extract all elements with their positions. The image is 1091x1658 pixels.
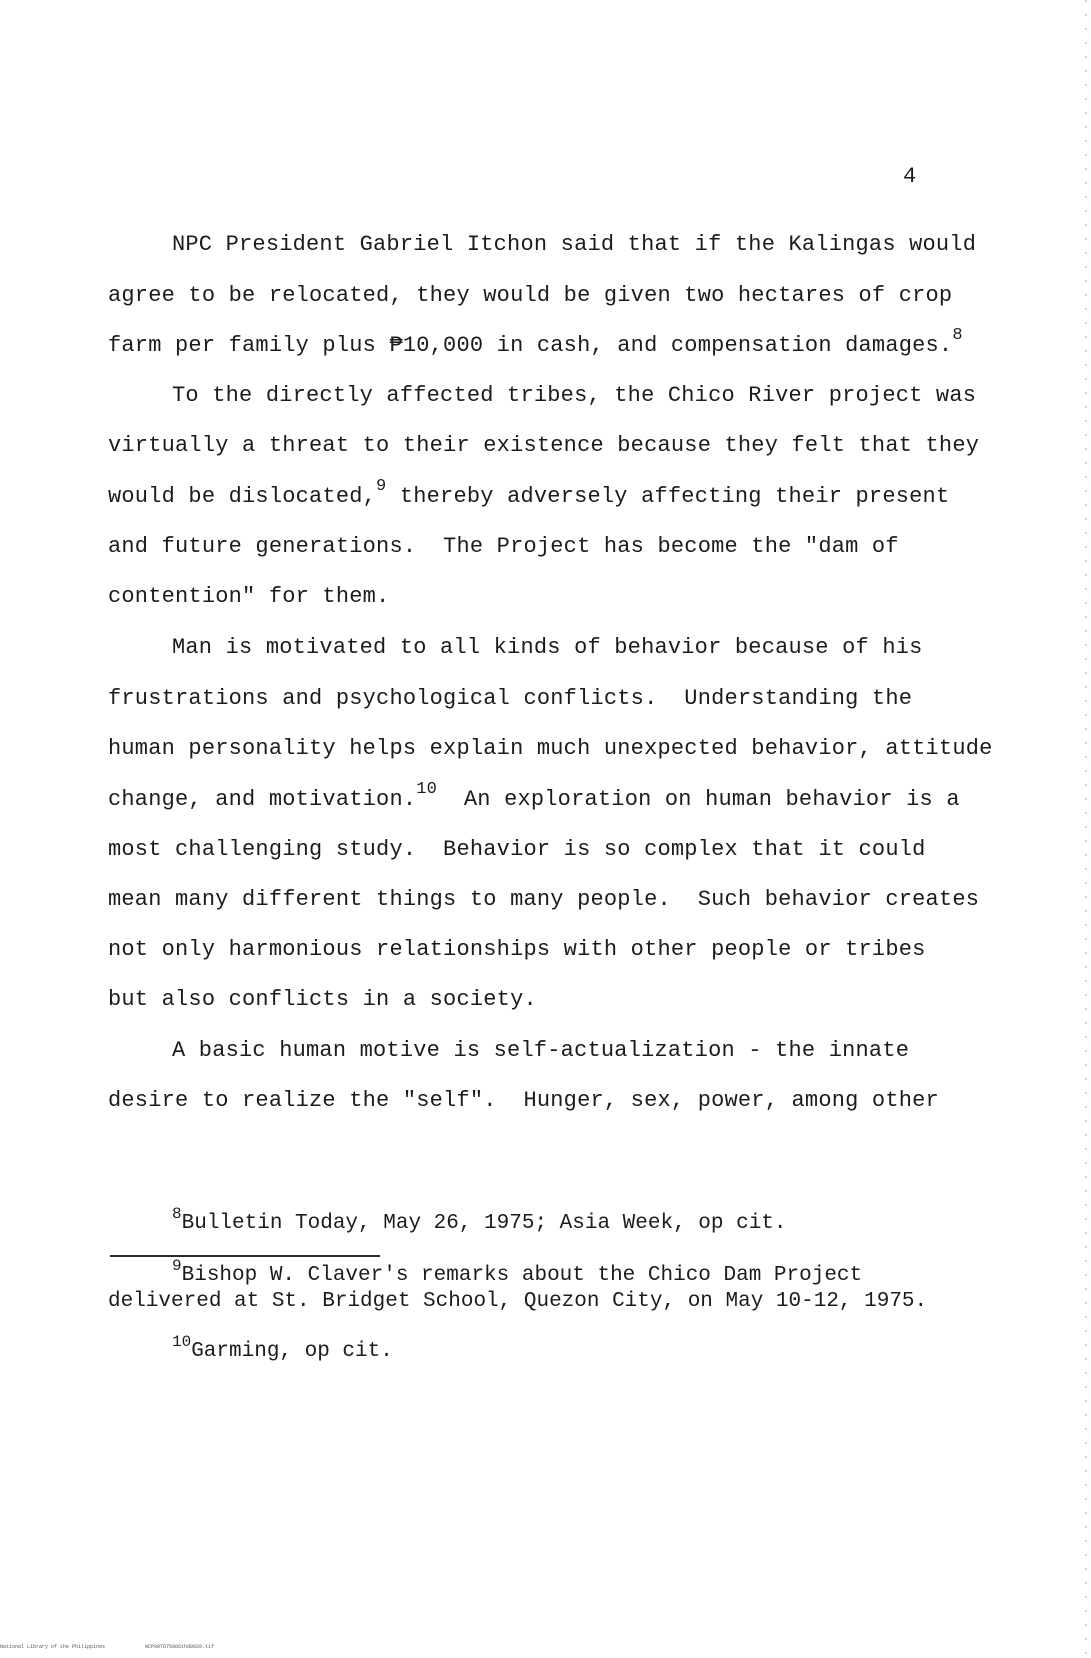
paragraph-2-line-1: To the directly affected tribes, the Chico River project was — [172, 383, 977, 408]
paragraph-3-line-3: human personality helps explain much unexpected behavior, attitude — [108, 736, 993, 761]
footnote-ref-9: 9 — [376, 477, 387, 496]
footnote-9-line-1 — [172, 1257, 863, 1287]
footnote-separator — [110, 1255, 380, 1257]
paragraph-2-line-3-text-a: would be dislocated, — [108, 484, 377, 509]
paragraph-3-line-4-text-a: change, and motivation. — [108, 787, 417, 812]
footnote-10-text: Garming, op cit. — [191, 1340, 393, 1363]
paragraph-1-line-1: NPC President Gabriel Itchon said that if the Kalingas would — [172, 232, 977, 257]
scan-edge-artifact — [1085, 0, 1087, 1658]
paragraph-2-line-3 — [108, 477, 950, 509]
paragraph-3-line-4 — [108, 780, 960, 812]
footnote-9-text-1: Bishop W. Claver's remarks about the Chico Dam Project — [181, 1264, 863, 1287]
page-number: 4 — [903, 164, 917, 189]
footnote-9-number: 9 — [172, 1257, 182, 1275]
paragraph-2-line-5: contention" for them. — [108, 584, 390, 609]
footnote-8 — [172, 1205, 787, 1235]
paragraph-2-line-4: and future generations. The Project has become the "dam of — [108, 534, 899, 559]
footnote-8-text: Bulletin Today, May 26, 1975; Asia Week, op cit. — [181, 1212, 787, 1235]
paragraph-3-line-5: most challenging study. Behavior is so complex that it could — [108, 837, 926, 862]
footnote-ref-10: 10 — [416, 780, 438, 799]
paragraph-1-line-2: agree to be relocated, they would be given two hectares of crop — [108, 283, 953, 308]
footnote-9-line-2: delivered at St. Bridget School, Quezon City, on May 10-12, 1975. — [108, 1290, 928, 1313]
paragraph-3-line-4-text-b: An exploration on human behavior is a — [437, 787, 960, 812]
paragraph-2-line-2: virtually a threat to their existence because they felt that they — [108, 433, 980, 458]
paragraph-1-line-3 — [108, 326, 963, 358]
paragraph-3-line-2: frustrations and psychological conflicts. Understanding the — [108, 686, 913, 711]
paragraph-2-line-3-text-b: thereby adversely affecting their present — [386, 484, 950, 509]
paragraph-1-line-3-text: farm per family plus ₱10,000 in cash, and compensation damages. — [108, 333, 953, 358]
paragraph-4-line-1: A basic human motive is self-actualization - the innate — [172, 1038, 910, 1063]
paragraph-3-line-1: Man is motivated to all kinds of behavior because of his — [172, 635, 923, 660]
paragraph-3-line-6: mean many different things to many people. Such behavior creates — [108, 887, 980, 912]
footnote-10-number: 10 — [172, 1333, 192, 1351]
paragraph-3-line-7: not only harmonious relationships with other people or tribes — [108, 937, 926, 962]
scan-footer — [0, 1644, 254, 1650]
library-credit: National Library of the Philippines — [0, 1644, 106, 1650]
footnote-8-number: 8 — [172, 1205, 182, 1223]
paragraph-3-line-8: but also conflicts in a society. — [108, 987, 537, 1012]
footnote-ref-8: 8 — [952, 326, 963, 345]
footnote-10 — [172, 1333, 393, 1363]
file-identifier: NCP00TD75066thd0020.tif — [145, 1644, 215, 1650]
paragraph-4-line-2: desire to realize the "self". Hunger, sex, power, among other — [108, 1088, 939, 1113]
